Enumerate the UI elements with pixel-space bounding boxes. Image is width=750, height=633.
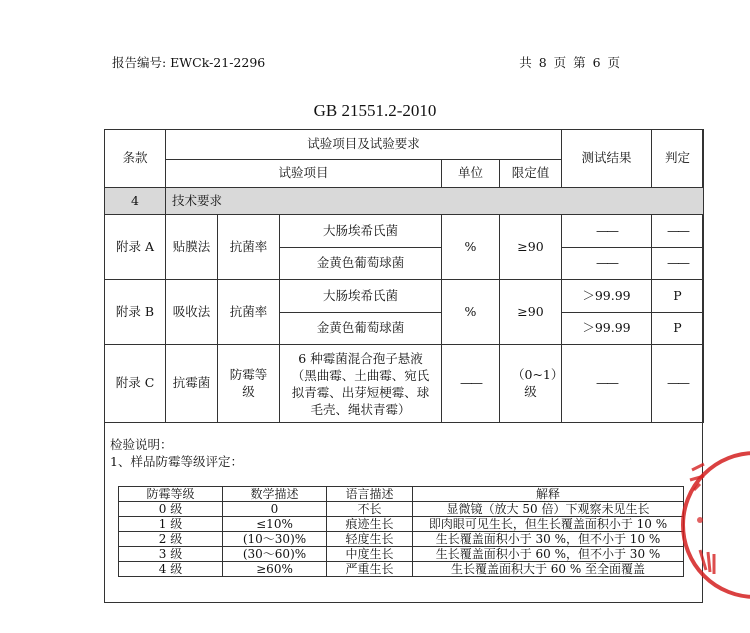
table-row <box>119 532 684 547</box>
notes-title: 检验说明： <box>110 437 173 452</box>
limit-cell: （0~1）级 <box>500 345 562 423</box>
unit-cell: % <box>442 280 500 345</box>
seal-dot <box>697 517 703 523</box>
organism-cell: 大肠埃希氏菌 <box>280 215 442 248</box>
grade-cell: 4 级 <box>119 562 223 577</box>
grade-cell: 3 级 <box>119 547 223 562</box>
result-cell: —— <box>562 215 652 248</box>
math-cell: ≥60% <box>223 562 327 577</box>
col-limit: 限定值 <box>500 160 562 188</box>
clause-cell: 附录 A <box>105 215 166 280</box>
explain-cell: 显微镜（放大 50 倍）下观察未见生长 <box>413 502 684 517</box>
grade-header: 语言描述 <box>327 487 413 502</box>
col-result: 测试结果 <box>562 130 652 188</box>
verdict-cell: —— <box>652 248 704 280</box>
test-results-table <box>104 129 704 423</box>
notes-item-1: 1、样品防霉等级评定： <box>110 454 243 469</box>
table-row <box>119 547 684 562</box>
verdict-cell: P <box>652 280 704 313</box>
grade-header: 数学描述 <box>223 487 327 502</box>
seal-stamp <box>670 440 750 610</box>
unit-cell: % <box>442 215 500 280</box>
result-cell: ＞99.99 <box>562 313 652 345</box>
result-cell: —— <box>562 345 652 423</box>
seal-ring <box>683 453 750 597</box>
organism-cell: 金黄色葡萄球菌 <box>280 313 442 345</box>
table-row <box>119 562 684 577</box>
method-cell: 吸收法 <box>166 280 218 345</box>
property-cell: 抗菌率 <box>218 280 280 345</box>
organism-cell: 大肠埃希氏菌 <box>280 280 442 313</box>
property-cell: 抗菌率 <box>218 215 280 280</box>
verdict-cell: P <box>652 313 704 345</box>
section-number: 4 <box>105 188 166 215</box>
desc-cell: 轻度生长 <box>327 532 413 547</box>
grade-cell: 2 级 <box>119 532 223 547</box>
desc-cell: 痕迹生长 <box>327 517 413 532</box>
unit-cell: —— <box>442 345 500 423</box>
result-cell: ＞99.99 <box>562 280 652 313</box>
verdict-cell: —— <box>652 345 704 423</box>
limit-cell: ≥90 <box>500 215 562 280</box>
grade-cell: 0 级 <box>119 502 223 517</box>
table-row <box>105 345 704 423</box>
col-unit: 单位 <box>442 160 500 188</box>
math-cell: 0 <box>223 502 327 517</box>
header-row <box>105 130 704 160</box>
explain-cell: 生长覆盖面积小于 30 %，但不小于 10 % <box>413 532 684 547</box>
table-row <box>119 502 684 517</box>
page-info: 共 8 页 第 6 页 <box>519 55 620 70</box>
seal-mark <box>700 550 714 574</box>
organism-cell: 6 种霉菌混合孢子悬液（黑曲霉、土曲霉、宛氏拟青霉、出芽短梗霉、球毛壳、绳状青霉） <box>280 345 442 423</box>
grade-header-row <box>119 487 684 502</box>
mildew-grade-table <box>118 486 684 577</box>
organism-cell: 金黄色葡萄球菌 <box>280 248 442 280</box>
explain-cell: 即肉眼可见生长，但生长覆盖面积小于 10 % <box>413 517 684 532</box>
col-clause: 条款 <box>105 130 166 188</box>
test-notes <box>110 436 243 470</box>
explain-cell: 生长覆盖面积小于 60 %，但不小于 30 % <box>413 547 684 562</box>
table-row <box>105 280 704 313</box>
grade-header: 防霉等级 <box>119 487 223 502</box>
report-number: 报告编号: EWCk-21-2296 <box>112 55 266 70</box>
table-row <box>105 215 704 248</box>
desc-cell: 中度生长 <box>327 547 413 562</box>
clause-cell: 附录 C <box>105 345 166 423</box>
limit-cell: ≥90 <box>500 280 562 345</box>
grade-cell: 1 级 <box>119 517 223 532</box>
verdict-cell: —— <box>652 215 704 248</box>
grade-header: 解释 <box>413 487 684 502</box>
explain-cell: 生长覆盖面积大于 60 % 至全面覆盖 <box>413 562 684 577</box>
desc-cell: 严重生长 <box>327 562 413 577</box>
math-cell: (30～60)% <box>223 547 327 562</box>
table-row <box>119 517 684 532</box>
result-cell: —— <box>562 248 652 280</box>
math-cell: (10～30)% <box>223 532 327 547</box>
property-cell: 防霉等级 <box>218 345 280 423</box>
col-group: 试验项目及试验要求 <box>166 130 562 160</box>
method-cell: 贴膜法 <box>166 215 218 280</box>
standard-title: GB 21551.2-2010 <box>313 101 437 120</box>
math-cell: ≤10% <box>223 517 327 532</box>
clause-cell: 附录 B <box>105 280 166 345</box>
section-row <box>105 188 704 215</box>
col-verdict: 判定 <box>652 130 704 188</box>
col-item: 试验项目 <box>166 160 442 188</box>
desc-cell: 不长 <box>327 502 413 517</box>
method-cell: 抗霉菌 <box>166 345 218 423</box>
section-title: 技术要求 <box>166 188 704 215</box>
